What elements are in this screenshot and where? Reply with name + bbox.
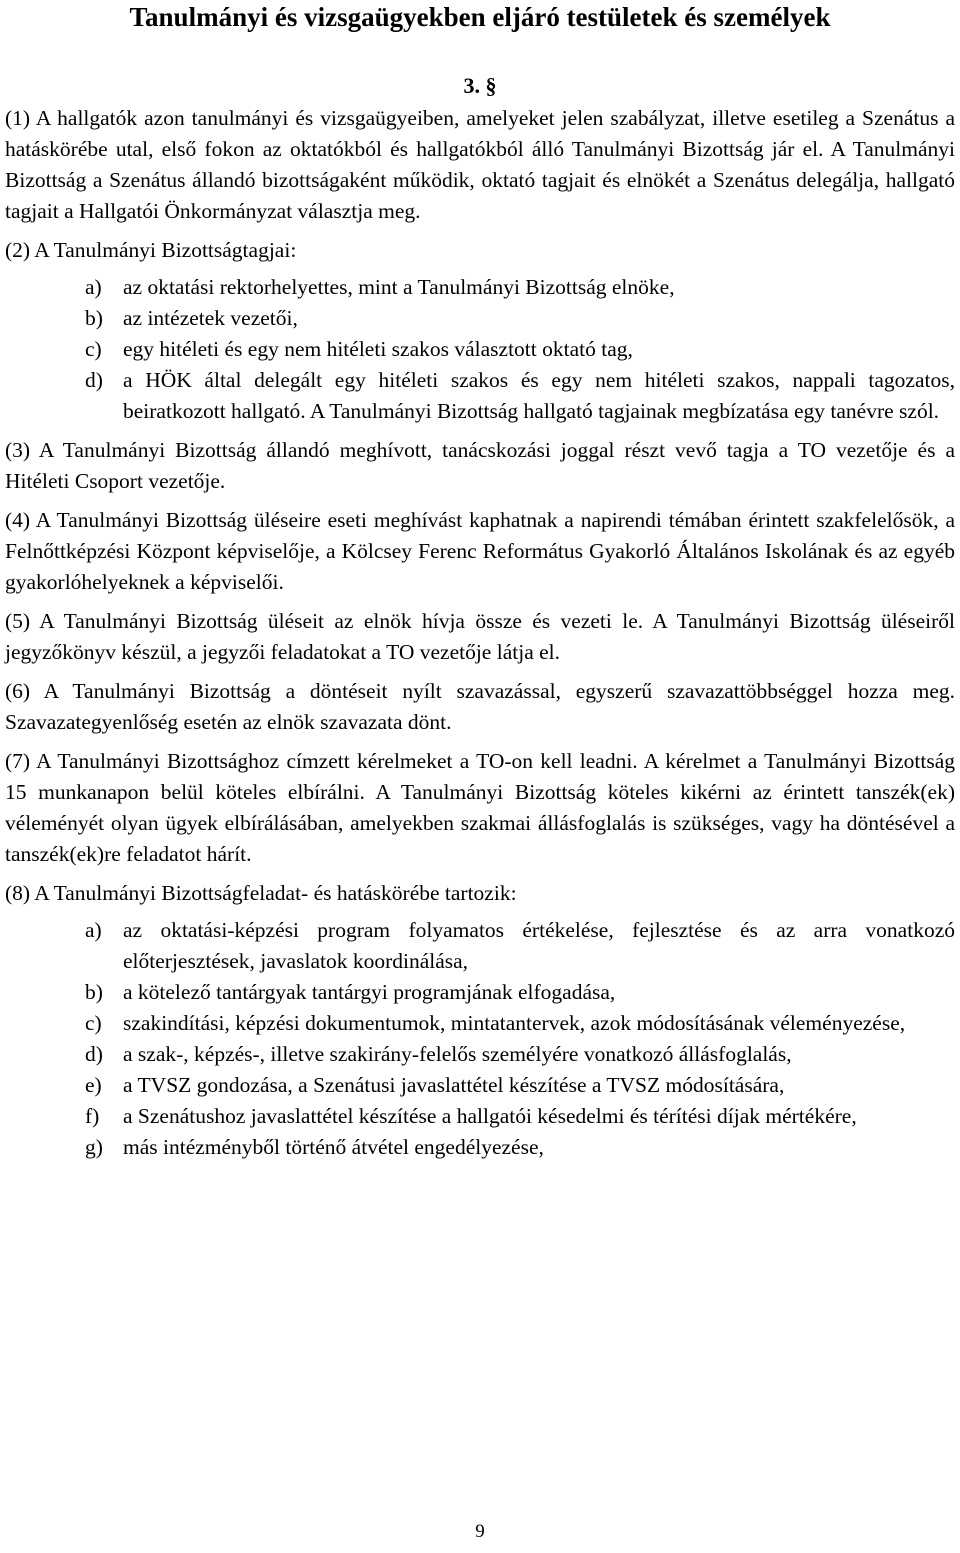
list-item-text: más intézményből történő átvétel engedélyezése,	[123, 1135, 544, 1159]
list-item-text: a HÖK által delegált egy hitéleti szakos és egy nem hitéleti szakos, nappali tagozatos, beiratkozott hallgató. A Tanulmányi Bizottság hallgató tagjainak megbízatása egy tanévre szól.	[123, 368, 955, 423]
list-item-label: a)	[85, 275, 102, 299]
list-item-text: a kötelező tantárgyak tantárgyi programjának elfogadása,	[123, 980, 616, 1004]
paragraph-2: (2) A Tanulmányi Bizottságtagjai:	[5, 238, 297, 262]
paragraph-4: (4) A Tanulmányi Bizottság üléseire eseti meghívást kaphatnak a napirendi témában érintett szakfelelősök, a Felnőttképzési Központ képviselője, a Kölcsey Ferenc Református Gyakorló Általános Iskolának és az egyéb gyakorlóhelyeknek a képviselői.	[5, 508, 955, 594]
paragraph-7: (7) A Tanulmányi Bizottsághoz címzett kérelmeket a TO-on kell leadni. A kérelmet a Tanulmányi Bizottság 15 munkanapon belül köteles elbírálni. A Tanulmányi Bizottság köteles kikérni az érintett tanszék(ek) véleményét olyan ügyek elbírálásában, amelyekben szakmai állásfoglalás is szükséges, vagy ha döntésével a tanszék(ek)re feladatot hárít.	[5, 749, 955, 866]
list-item-text: az intézetek vezetői,	[123, 306, 298, 330]
list-item	[5, 303, 955, 334]
list-item-text: az oktatási-képzési program folyamatos értékelése, fejlesztése és az arra vonatkozó előterjesztések, javaslatok koordinálása,	[123, 918, 955, 973]
duties-list	[5, 915, 955, 1163]
list-item-text: az oktatási rektorhelyettes, mint a Tanulmányi Bizottság elnöke,	[123, 275, 675, 299]
list-item	[5, 365, 955, 427]
paragraph-8: (8) A Tanulmányi Bizottságfeladat- és hatáskörébe tartozik:	[5, 881, 517, 905]
list-item-text: a TVSZ gondozása, a Szenátusi javaslattétel készítése a TVSZ módosítására,	[123, 1073, 785, 1097]
paragraph-6: (6) A Tanulmányi Bizottság a döntéseit nyílt szavazással, egyszerű szavazattöbbséggel hozza meg. Szavazategyenlőség esetén az elnök szavazata dönt.	[5, 679, 955, 734]
list-item-label: c)	[85, 1011, 102, 1035]
paragraph-1: (1) A hallgatók azon tanulmányi és vizsgaügyeiben, amelyeket jelen szabályzat, illetve esetileg a Szenátus a hatáskörébe utal, első fokon az oktatókból és hallgatókból álló Tanulmányi Bizottság jár el. A Tanulmányi Bizottság a Szenátus állandó bizottságaként működik, oktató tagjait és elnökét a Szenátus delegálja, hallgató tagjait a Hallgatói Önkormányzat választja meg.	[5, 106, 955, 223]
list-item	[5, 334, 955, 365]
list-item	[5, 1132, 955, 1163]
page-number: 9	[475, 1521, 485, 1542]
list-item	[5, 1101, 955, 1132]
list-item-label: f)	[85, 1104, 100, 1128]
list-item	[5, 915, 955, 977]
list-item-label: g)	[85, 1135, 103, 1159]
list-item-text: szakindítási, képzési dokumentumok, mintatantervek, azok módosításának véleményezése,	[123, 1011, 906, 1035]
list-item-label: e)	[85, 1073, 102, 1097]
list-item-text: a szak-, képzés-, illetve szakirány-felelős személyére vonatkozó állásfoglalás,	[123, 1042, 792, 1066]
list-item-text: a Szenátushoz javaslattétel készítése a hallgatói késedelmi és térítési díjak mértékére,	[123, 1104, 857, 1128]
paragraph-3: (3) A Tanulmányi Bizottság állandó meghívott, tanácskozási joggal részt vevő tagja a TO vezetője és a Hitéleti Csoport vezetője.	[5, 438, 955, 493]
list-item-label: d)	[85, 368, 103, 392]
list-item-label: d)	[85, 1042, 103, 1066]
section-number: 3. §	[463, 73, 497, 98]
list-item	[5, 1070, 955, 1101]
members-list	[5, 272, 955, 427]
list-item-label: a)	[85, 918, 102, 942]
list-item-label: c)	[85, 337, 102, 361]
list-item	[5, 272, 955, 303]
document-page	[5, 0, 955, 1171]
list-item-text: egy hitéleti és egy nem hitéleti szakos választott oktató tag,	[123, 337, 633, 361]
list-item-label: b)	[85, 306, 103, 330]
list-item	[5, 1039, 955, 1070]
paragraph-5: (5) A Tanulmányi Bizottság üléseit az elnök hívja össze és vezeti le. A Tanulmányi Bizottság üléseiről jegyzőkönyv készül, a jegyzői feladatokat a TO vezetője látja el.	[5, 609, 955, 664]
document-title: Tanulmányi és vizsgaügyekben eljáró testületek és személyek	[129, 2, 831, 32]
list-item-label: b)	[85, 980, 103, 1004]
list-item	[5, 1008, 955, 1039]
list-item	[5, 977, 955, 1008]
